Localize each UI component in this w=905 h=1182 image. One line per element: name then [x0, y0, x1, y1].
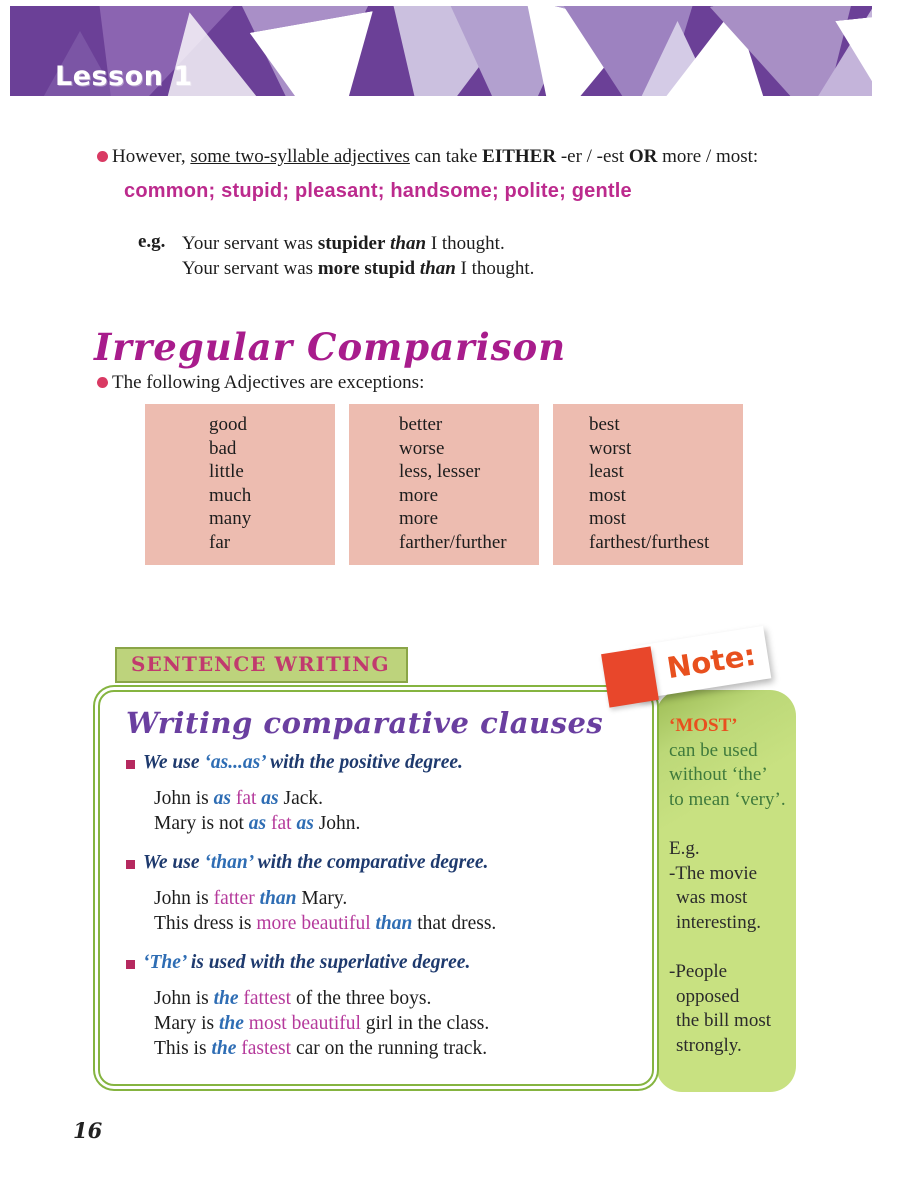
text-segment: John is: [154, 988, 214, 1009]
rule-text: [143, 852, 488, 874]
note-line: -People: [669, 961, 728, 982]
text-segment: girl in the class.: [360, 1013, 490, 1034]
rule-heading: [126, 852, 634, 874]
example-sentence: [154, 986, 634, 1011]
eg-sentence: [182, 256, 534, 281]
text-segment: more stupid: [317, 258, 416, 279]
text-segment: John is: [154, 788, 214, 809]
square-bullet-icon: [126, 860, 135, 869]
text-segment: than: [375, 913, 413, 934]
sentence-writing-box: [98, 690, 654, 1086]
table-cell: worse: [399, 437, 445, 459]
table-column-superlative: [553, 404, 743, 565]
note-keyword-most: ‘MOST’: [669, 715, 738, 736]
table-cell: many: [209, 508, 252, 530]
section-heading: Irregular Comparison: [94, 324, 567, 369]
table-cell: good: [209, 414, 247, 435]
note-line: the bill most: [676, 1010, 771, 1031]
box-heading: Writing comparative clauses: [126, 706, 604, 740]
text-segment: more / most:: [657, 146, 759, 167]
page-number: 16: [73, 1118, 103, 1143]
bullet-icon: [97, 151, 108, 162]
rule-examples: [154, 786, 634, 836]
table-cell: worst: [589, 437, 632, 459]
rule-heading: [126, 752, 634, 774]
text-segment: fastest: [241, 1038, 292, 1059]
bullet-icon: [97, 377, 108, 388]
text-segment: fat: [230, 788, 262, 809]
text-segment: than: [385, 233, 431, 254]
eg-sentence: [182, 231, 534, 256]
exceptions-text: The following Adjectives are exceptions:: [112, 372, 425, 393]
table-cell: most: [589, 508, 626, 530]
text-segment: I thought.: [430, 233, 505, 254]
text-segment: fattest: [243, 988, 292, 1009]
text-segment: most beautiful: [248, 1013, 361, 1034]
table-cell: most: [589, 484, 626, 506]
text-segment: than: [415, 258, 461, 279]
intro-bullet-line: [97, 146, 837, 168]
text-segment: the: [213, 988, 244, 1009]
text-segment: is used with the superlative degree.: [185, 952, 471, 973]
table-cell: least: [589, 461, 624, 483]
table-cell: more: [399, 484, 439, 506]
text-segment: stupider: [317, 233, 386, 254]
table-cell: best: [589, 414, 620, 435]
table-cell: much: [209, 484, 252, 506]
text-segment: the: [211, 1038, 242, 1059]
lesson-banner: [10, 6, 872, 96]
text-segment: John.: [313, 813, 361, 834]
text-segment: as: [213, 788, 231, 809]
example-block: [138, 231, 534, 281]
note-line: without ‘the’: [669, 764, 768, 785]
text-segment: -er / -est: [556, 146, 629, 167]
spacer: [669, 935, 788, 960]
text-segment: that dress.: [412, 913, 497, 934]
text-segment: Your servant was: [182, 258, 318, 279]
text-segment: with the comparative degree.: [252, 852, 489, 873]
square-bullet-icon: [126, 960, 135, 969]
text-segment: John is: [154, 888, 214, 909]
rule-heading: [126, 952, 634, 974]
text-segment: car on the running track.: [291, 1038, 488, 1059]
text-segment: We use: [143, 752, 205, 773]
rule-text: [143, 952, 470, 974]
text-segment: However,: [112, 146, 191, 167]
note-line: interesting.: [676, 911, 761, 933]
text-segment: Mary is: [154, 1013, 219, 1034]
rule-examples: [154, 886, 634, 936]
exceptions-bullet-line: [97, 372, 424, 394]
example-sentence: [154, 786, 634, 811]
table-cell: farthest/furthest: [589, 531, 710, 553]
keyword-or: OR: [628, 146, 658, 167]
text-segment: than: [259, 888, 297, 909]
text-segment: This dress is: [154, 913, 257, 934]
note-line: strongly.: [676, 1034, 742, 1056]
text-segment: This is: [154, 1038, 212, 1059]
note-line: was most: [676, 887, 748, 908]
eg-label: e.g.: [138, 231, 166, 252]
lesson-title: Lesson 1: [55, 61, 193, 92]
example-sentence: [154, 886, 634, 911]
text-segment: fatter: [213, 888, 260, 909]
table-cell: less, lesser: [399, 461, 481, 483]
table-cell: far: [209, 531, 231, 553]
orange-square-icon: [601, 646, 659, 707]
example-sentence: [154, 911, 634, 936]
note-eg-label: E.g.: [669, 838, 700, 859]
text-segment: Mary.: [296, 888, 348, 909]
note-panel: [656, 690, 796, 1092]
example-sentence: [154, 1036, 634, 1061]
underlined-phrase: some two-syllable adjectives: [190, 146, 410, 167]
text-segment: We use: [143, 852, 205, 873]
table-column-comparative: [349, 404, 539, 565]
table-cell: better: [399, 414, 443, 435]
text-segment: of the three boys.: [291, 988, 432, 1009]
eg-sentences: [182, 231, 534, 281]
rule-text: [143, 752, 463, 774]
note-line: opposed: [676, 985, 740, 1007]
intro-lead-text: [112, 146, 758, 168]
table-cell: farther/further: [399, 531, 507, 553]
note-sticker: [600, 626, 785, 730]
spacer: [669, 812, 788, 837]
text-segment: I thought.: [460, 258, 535, 279]
text-segment: as: [296, 813, 314, 834]
text-segment: with the positive degree.: [265, 752, 463, 773]
adjective-list: common; stupid; pleasant; handsome; polite; gentle: [124, 180, 632, 202]
text-segment: more beautiful: [256, 913, 376, 934]
table-column-positive: [145, 404, 335, 565]
keyword-the: ‘The’: [143, 952, 186, 973]
example-sentence: [154, 1011, 634, 1036]
comparison-table: [145, 404, 743, 565]
keyword-as-as: ‘as...as’: [204, 752, 266, 773]
keyword-than: ‘than’: [204, 852, 253, 873]
text-segment: fat: [266, 813, 297, 834]
text-segment: as: [261, 788, 279, 809]
text-segment: Jack.: [278, 788, 324, 809]
text-segment: Your servant was: [182, 233, 318, 254]
note-line: to mean ‘very’.: [669, 788, 786, 810]
table-cell: little: [209, 461, 244, 483]
note-line: -The movie: [669, 862, 758, 884]
example-sentence: [154, 811, 634, 836]
text-segment: can take: [409, 146, 483, 167]
text-segment: Mary is not: [154, 813, 249, 834]
note-line: can be used: [669, 739, 758, 761]
rule-examples: [154, 986, 634, 1061]
table-cell: more: [399, 508, 439, 530]
note-sticker-label: Note:: [631, 626, 772, 699]
text-segment: as: [248, 813, 267, 834]
sentence-writing-label: SENTENCE WRITING: [115, 647, 408, 683]
text-segment: the: [219, 1013, 249, 1034]
keyword-either: EITHER: [482, 146, 557, 167]
table-cell: bad: [209, 437, 237, 459]
square-bullet-icon: [126, 760, 135, 769]
